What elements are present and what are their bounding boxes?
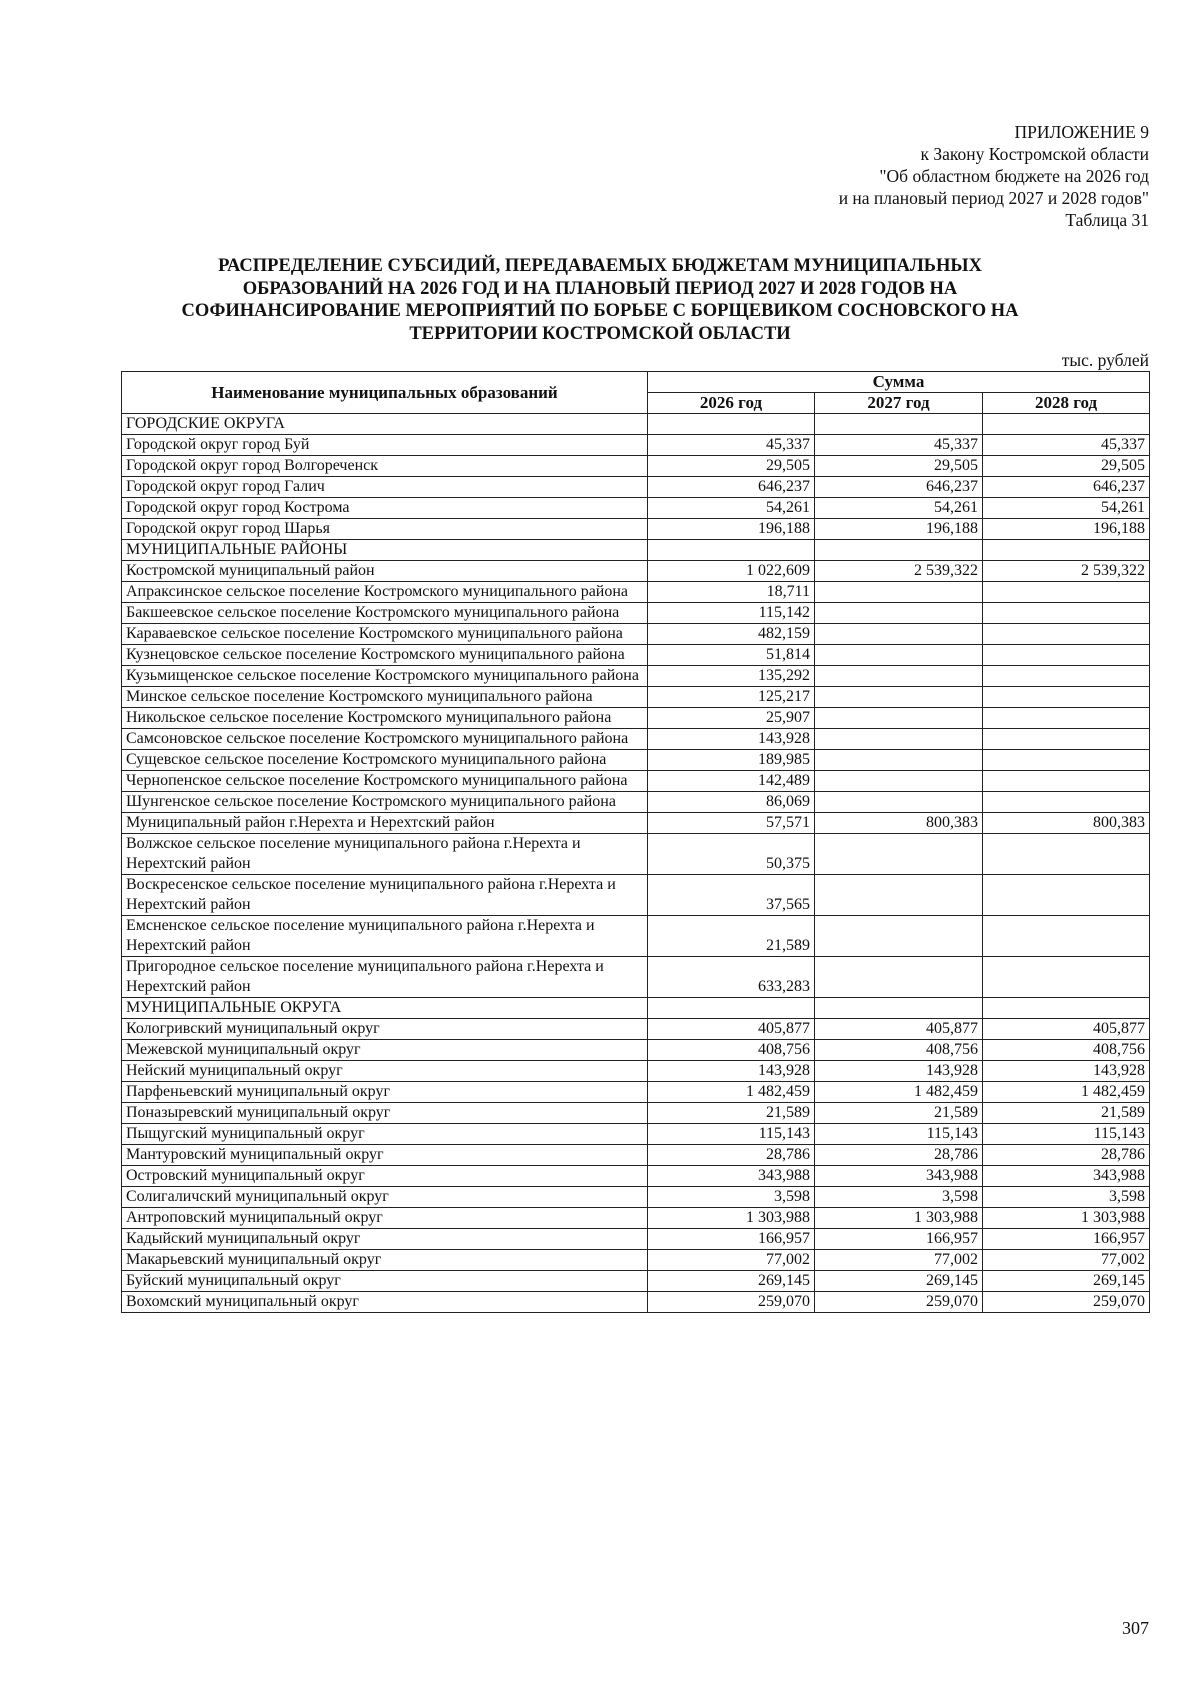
value-2028-cell — [983, 414, 1150, 435]
table-row — [122, 708, 1150, 729]
row-name-cell: Шунгенское сельское поселение Костромского муниципального района — [122, 792, 648, 813]
row-name-cell: Воскресенское сельское поселение муниципального района г.Нерехта и Нерехтский район — [122, 875, 648, 916]
value-2028-cell: 646,237 — [983, 477, 1150, 498]
row-name-cell: Кологривский муниципальный округ — [122, 1019, 648, 1040]
value-2028-cell: 115,143 — [983, 1124, 1150, 1145]
table-row — [122, 750, 1150, 771]
value-2026-cell: 125,217 — [648, 687, 815, 708]
value-2028-cell — [983, 729, 1150, 750]
value-2028-cell — [983, 916, 1150, 957]
value-2027-cell — [815, 708, 983, 729]
table-row — [122, 1250, 1150, 1271]
table-body — [122, 414, 1150, 1313]
value-2026-cell: 408,756 — [648, 1040, 815, 1061]
value-2027-cell — [815, 666, 983, 687]
value-2027-cell: 115,143 — [815, 1124, 983, 1145]
value-2027-cell: 54,261 — [815, 498, 983, 519]
value-2028-cell — [983, 750, 1150, 771]
table-row — [122, 813, 1150, 834]
value-2026-cell: 28,786 — [648, 1145, 815, 1166]
value-2027-cell: 196,188 — [815, 519, 983, 540]
value-2028-cell: 45,337 — [983, 435, 1150, 456]
table-row — [122, 477, 1150, 498]
value-2028-cell: 1 303,988 — [983, 1208, 1150, 1229]
value-2026-cell: 166,957 — [648, 1229, 815, 1250]
value-2028-cell — [983, 708, 1150, 729]
value-2028-cell: 343,988 — [983, 1166, 1150, 1187]
table-row — [122, 414, 1150, 435]
value-2028-cell: 29,505 — [983, 456, 1150, 477]
row-name-cell: Никольское сельское поселение Костромского муниципального района — [122, 708, 648, 729]
value-2028-cell — [983, 582, 1150, 603]
value-2027-cell — [815, 957, 983, 998]
value-2026-cell: 1 303,988 — [648, 1208, 815, 1229]
value-2028-cell: 3,598 — [983, 1187, 1150, 1208]
row-name-cell: ГОРОДСКИЕ ОКРУГА — [122, 414, 648, 435]
value-2027-cell — [815, 582, 983, 603]
value-2028-cell: 143,928 — [983, 1061, 1150, 1082]
value-2026-cell: 1 482,459 — [648, 1082, 815, 1103]
row-name-cell: Буйский муниципальный округ — [122, 1271, 648, 1292]
table-row — [122, 1229, 1150, 1250]
value-2028-cell — [983, 603, 1150, 624]
table-row — [122, 1166, 1150, 1187]
value-2028-cell — [983, 540, 1150, 561]
law-reference-line-2: "Об областном бюджете на 2026 год — [879, 166, 1149, 186]
table-row — [122, 540, 1150, 561]
value-2028-cell — [983, 875, 1150, 916]
row-name-cell: Парфеньевский муниципальный округ — [122, 1082, 648, 1103]
row-name-cell: Городской округ город Галич — [122, 477, 648, 498]
value-2027-cell: 800,383 — [815, 813, 983, 834]
value-2027-cell — [815, 729, 983, 750]
document-title — [150, 255, 1050, 345]
value-2026-cell: 115,142 — [648, 603, 815, 624]
value-2026-cell: 25,907 — [648, 708, 815, 729]
row-name-cell: Сущевское сельское поселение Костромского муниципального района — [122, 750, 648, 771]
table-row — [122, 729, 1150, 750]
value-2026-cell: 646,237 — [648, 477, 815, 498]
row-name-cell: Апраксинское сельское поселение Костромского муниципального района — [122, 582, 648, 603]
units-label: тыс. рублей — [1061, 350, 1149, 370]
value-2026-cell: 50,375 — [648, 834, 815, 875]
value-2028-cell — [983, 645, 1150, 666]
table-row — [122, 1103, 1150, 1124]
row-name-cell: Чернопенское сельское поселение Костромского муниципального района — [122, 771, 648, 792]
value-2026-cell: 259,070 — [648, 1292, 815, 1313]
value-2026-cell: 343,988 — [648, 1166, 815, 1187]
column-header-2028: 2028 год — [983, 393, 1150, 414]
value-2026-cell: 143,928 — [648, 1061, 815, 1082]
value-2028-cell: 54,261 — [983, 498, 1150, 519]
row-name-cell: Костромской муниципальный район — [122, 561, 648, 582]
value-2026-cell: 115,143 — [648, 1124, 815, 1145]
value-2026-cell: 29,505 — [648, 456, 815, 477]
row-name-cell: Нейский муниципальный округ — [122, 1061, 648, 1082]
value-2026-cell: 37,565 — [648, 875, 815, 916]
row-name-cell: Антроповский муниципальный округ — [122, 1208, 648, 1229]
value-2027-cell: 1 303,988 — [815, 1208, 983, 1229]
value-2026-cell — [648, 540, 815, 561]
value-2026-cell: 45,337 — [648, 435, 815, 456]
value-2026-cell: 189,985 — [648, 750, 815, 771]
row-name-cell: Макарьевский муниципальный округ — [122, 1250, 648, 1271]
value-2028-cell: 800,383 — [983, 813, 1150, 834]
value-2028-cell — [983, 687, 1150, 708]
value-2027-cell: 405,877 — [815, 1019, 983, 1040]
table-row — [122, 1271, 1150, 1292]
value-2027-cell — [815, 540, 983, 561]
column-header-name: Наименование муниципальных образований — [122, 372, 648, 414]
row-name-cell: Кадыйский муниципальный округ — [122, 1229, 648, 1250]
law-reference-line-3: и на плановый период 2027 и 2028 годов" — [838, 188, 1149, 208]
value-2026-cell: 143,928 — [648, 729, 815, 750]
value-2027-cell — [815, 687, 983, 708]
row-name-cell: Вохомский муниципальный округ — [122, 1292, 648, 1313]
value-2027-cell: 646,237 — [815, 477, 983, 498]
value-2026-cell: 482,159 — [648, 624, 815, 645]
row-name-cell: Солигаличский муниципальный округ — [122, 1187, 648, 1208]
title-line-1: РАСПРЕДЕЛЕНИЕ СУБСИДИЙ, ПЕРЕДАВАЕМЫХ БЮДЖЕТАМ МУНИЦИПАЛЬНЫХ — [218, 256, 982, 276]
row-name-cell: Кузьмищенское сельское поселение Костромского муниципального района — [122, 666, 648, 687]
value-2028-cell: 28,786 — [983, 1145, 1150, 1166]
table-row — [122, 561, 1150, 582]
table-row — [122, 1061, 1150, 1082]
value-2026-cell: 142,489 — [648, 771, 815, 792]
value-2028-cell — [983, 771, 1150, 792]
value-2027-cell — [815, 792, 983, 813]
row-name-cell: Островский муниципальный округ — [122, 1166, 648, 1187]
value-2028-cell — [983, 998, 1150, 1019]
value-2028-cell: 166,957 — [983, 1229, 1150, 1250]
column-header-sum: Сумма — [648, 372, 1150, 393]
value-2027-cell — [815, 998, 983, 1019]
value-2028-cell: 1 482,459 — [983, 1082, 1150, 1103]
table-row — [122, 624, 1150, 645]
appendix-number: ПРИЛОЖЕНИЕ 9 — [1014, 122, 1149, 142]
value-2027-cell: 45,337 — [815, 435, 983, 456]
value-2026-cell — [648, 414, 815, 435]
table-row — [122, 582, 1150, 603]
row-name-cell: Межевской муниципальный округ — [122, 1040, 648, 1061]
row-name-cell: Бакшеевское сельское поселение Костромского муниципального района — [122, 603, 648, 624]
value-2028-cell — [983, 624, 1150, 645]
value-2027-cell — [815, 916, 983, 957]
table-row — [122, 957, 1150, 998]
table-row — [122, 1019, 1150, 1040]
table-row — [122, 666, 1150, 687]
table-row — [122, 1040, 1150, 1061]
row-name-cell: МУНИЦИПАЛЬНЫЕ ОКРУГА — [122, 998, 648, 1019]
table-row — [122, 1208, 1150, 1229]
value-2027-cell — [815, 603, 983, 624]
value-2027-cell: 143,928 — [815, 1061, 983, 1082]
value-2027-cell — [815, 875, 983, 916]
value-2028-cell — [983, 666, 1150, 687]
row-name-cell: Поназыревский муниципальный округ — [122, 1103, 648, 1124]
table-row — [122, 519, 1150, 540]
title-line-4: ТЕРРИТОРИИ КОСТРОМСКОЙ ОБЛАСТИ — [409, 323, 791, 344]
row-name-cell: Городской округ город Волгореченск — [122, 456, 648, 477]
value-2027-cell: 21,589 — [815, 1103, 983, 1124]
table-row — [122, 645, 1150, 666]
value-2027-cell — [815, 750, 983, 771]
value-2028-cell: 2 539,322 — [983, 561, 1150, 582]
value-2026-cell: 21,589 — [648, 916, 815, 957]
value-2028-cell: 21,589 — [983, 1103, 1150, 1124]
value-2026-cell: 1 022,609 — [648, 561, 815, 582]
row-name-cell: Кузнецовское сельское поселение Костромского муниципального района — [122, 645, 648, 666]
table-row — [122, 792, 1150, 813]
value-2026-cell: 51,814 — [648, 645, 815, 666]
row-name-cell: Городской округ город Буй — [122, 435, 648, 456]
table-row — [122, 1187, 1150, 1208]
subsidy-table — [121, 371, 1150, 1313]
value-2026-cell: 18,711 — [648, 582, 815, 603]
appendix-header — [839, 121, 1149, 231]
row-name-cell: Емсненское сельское поселение муниципального района г.Нерехта и Нерехтский район — [122, 916, 648, 957]
value-2027-cell: 166,957 — [815, 1229, 983, 1250]
value-2026-cell: 21,589 — [648, 1103, 815, 1124]
value-2026-cell: 57,571 — [648, 813, 815, 834]
table-row — [122, 916, 1150, 957]
table-row — [122, 834, 1150, 875]
value-2027-cell: 343,988 — [815, 1166, 983, 1187]
table-row — [122, 687, 1150, 708]
value-2026-cell: 633,283 — [648, 957, 815, 998]
table-row — [122, 771, 1150, 792]
table-row — [122, 1082, 1150, 1103]
value-2028-cell: 196,188 — [983, 519, 1150, 540]
value-2028-cell — [983, 834, 1150, 875]
table-reference: Таблица 31 — [1065, 210, 1149, 230]
value-2028-cell: 408,756 — [983, 1040, 1150, 1061]
table-row — [122, 498, 1150, 519]
row-name-cell: Муниципальный район г.Нерехта и Нерехтский район — [122, 813, 648, 834]
value-2028-cell: 77,002 — [983, 1250, 1150, 1271]
value-2028-cell: 259,070 — [983, 1292, 1150, 1313]
value-2027-cell: 259,070 — [815, 1292, 983, 1313]
table-row — [122, 435, 1150, 456]
row-name-cell: Волжское сельское поселение муниципального района г.Нерехта и Нерехтский район — [122, 834, 648, 875]
value-2027-cell: 408,756 — [815, 1040, 983, 1061]
value-2027-cell: 3,598 — [815, 1187, 983, 1208]
value-2027-cell — [815, 645, 983, 666]
row-name-cell: МУНИЦИПАЛЬНЫЕ РАЙОНЫ — [122, 540, 648, 561]
value-2027-cell: 29,505 — [815, 456, 983, 477]
table-row — [122, 998, 1150, 1019]
value-2027-cell: 2 539,322 — [815, 561, 983, 582]
row-name-cell: Самсоновское сельское поселение Костромского муниципального района — [122, 729, 648, 750]
value-2026-cell — [648, 998, 815, 1019]
page-number: 307 — [1122, 1618, 1149, 1638]
value-2026-cell: 54,261 — [648, 498, 815, 519]
value-2027-cell: 28,786 — [815, 1145, 983, 1166]
value-2026-cell: 135,292 — [648, 666, 815, 687]
value-2026-cell: 86,069 — [648, 792, 815, 813]
value-2026-cell: 269,145 — [648, 1271, 815, 1292]
value-2027-cell: 77,002 — [815, 1250, 983, 1271]
column-header-2027: 2027 год — [815, 393, 983, 414]
value-2026-cell: 77,002 — [648, 1250, 815, 1271]
row-name-cell: Городской округ город Кострома — [122, 498, 648, 519]
row-name-cell: Пыщугский муниципальный округ — [122, 1124, 648, 1145]
table-row — [122, 456, 1150, 477]
value-2028-cell — [983, 792, 1150, 813]
value-2026-cell: 196,188 — [648, 519, 815, 540]
value-2027-cell: 269,145 — [815, 1271, 983, 1292]
title-line-2: ОБРАЗОВАНИЙ НА 2026 ГОД И НА ПЛАНОВЫЙ ПЕРИОД 2027 И 2028 ГОДОВ НА — [242, 278, 958, 299]
value-2028-cell: 405,877 — [983, 1019, 1150, 1040]
value-2027-cell — [815, 624, 983, 645]
row-name-cell: Минское сельское поселение Костромского муниципального района — [122, 687, 648, 708]
table-row — [122, 603, 1150, 624]
column-header-2026: 2026 год — [648, 393, 815, 414]
row-name-cell: Караваевское сельское поселение Костромского муниципального района — [122, 624, 648, 645]
value-2027-cell — [815, 771, 983, 792]
row-name-cell: Пригородное сельское поселение муниципального района г.Нерехта и Нерехтский район — [122, 957, 648, 998]
table-row — [122, 1292, 1150, 1313]
value-2027-cell — [815, 834, 983, 875]
table-row — [122, 1145, 1150, 1166]
table-row — [122, 875, 1150, 916]
value-2027-cell: 1 482,459 — [815, 1082, 983, 1103]
table-row — [122, 1124, 1150, 1145]
title-line-3: СОФИНАНСИРОВАНИЕ МЕРОПРИЯТИЙ ПО БОРЬБЕ С БОРЩЕВИКОМ СОСНОВСКОГО НА — [181, 301, 1019, 321]
row-name-cell: Городской округ город Шарья — [122, 519, 648, 540]
row-name-cell: Мантуровский муниципальный округ — [122, 1145, 648, 1166]
value-2026-cell: 3,598 — [648, 1187, 815, 1208]
value-2028-cell: 269,145 — [983, 1271, 1150, 1292]
value-2027-cell — [815, 414, 983, 435]
value-2026-cell: 405,877 — [648, 1019, 815, 1040]
value-2028-cell — [983, 957, 1150, 998]
law-reference-line-1: к Закону Костромской области — [920, 144, 1149, 164]
